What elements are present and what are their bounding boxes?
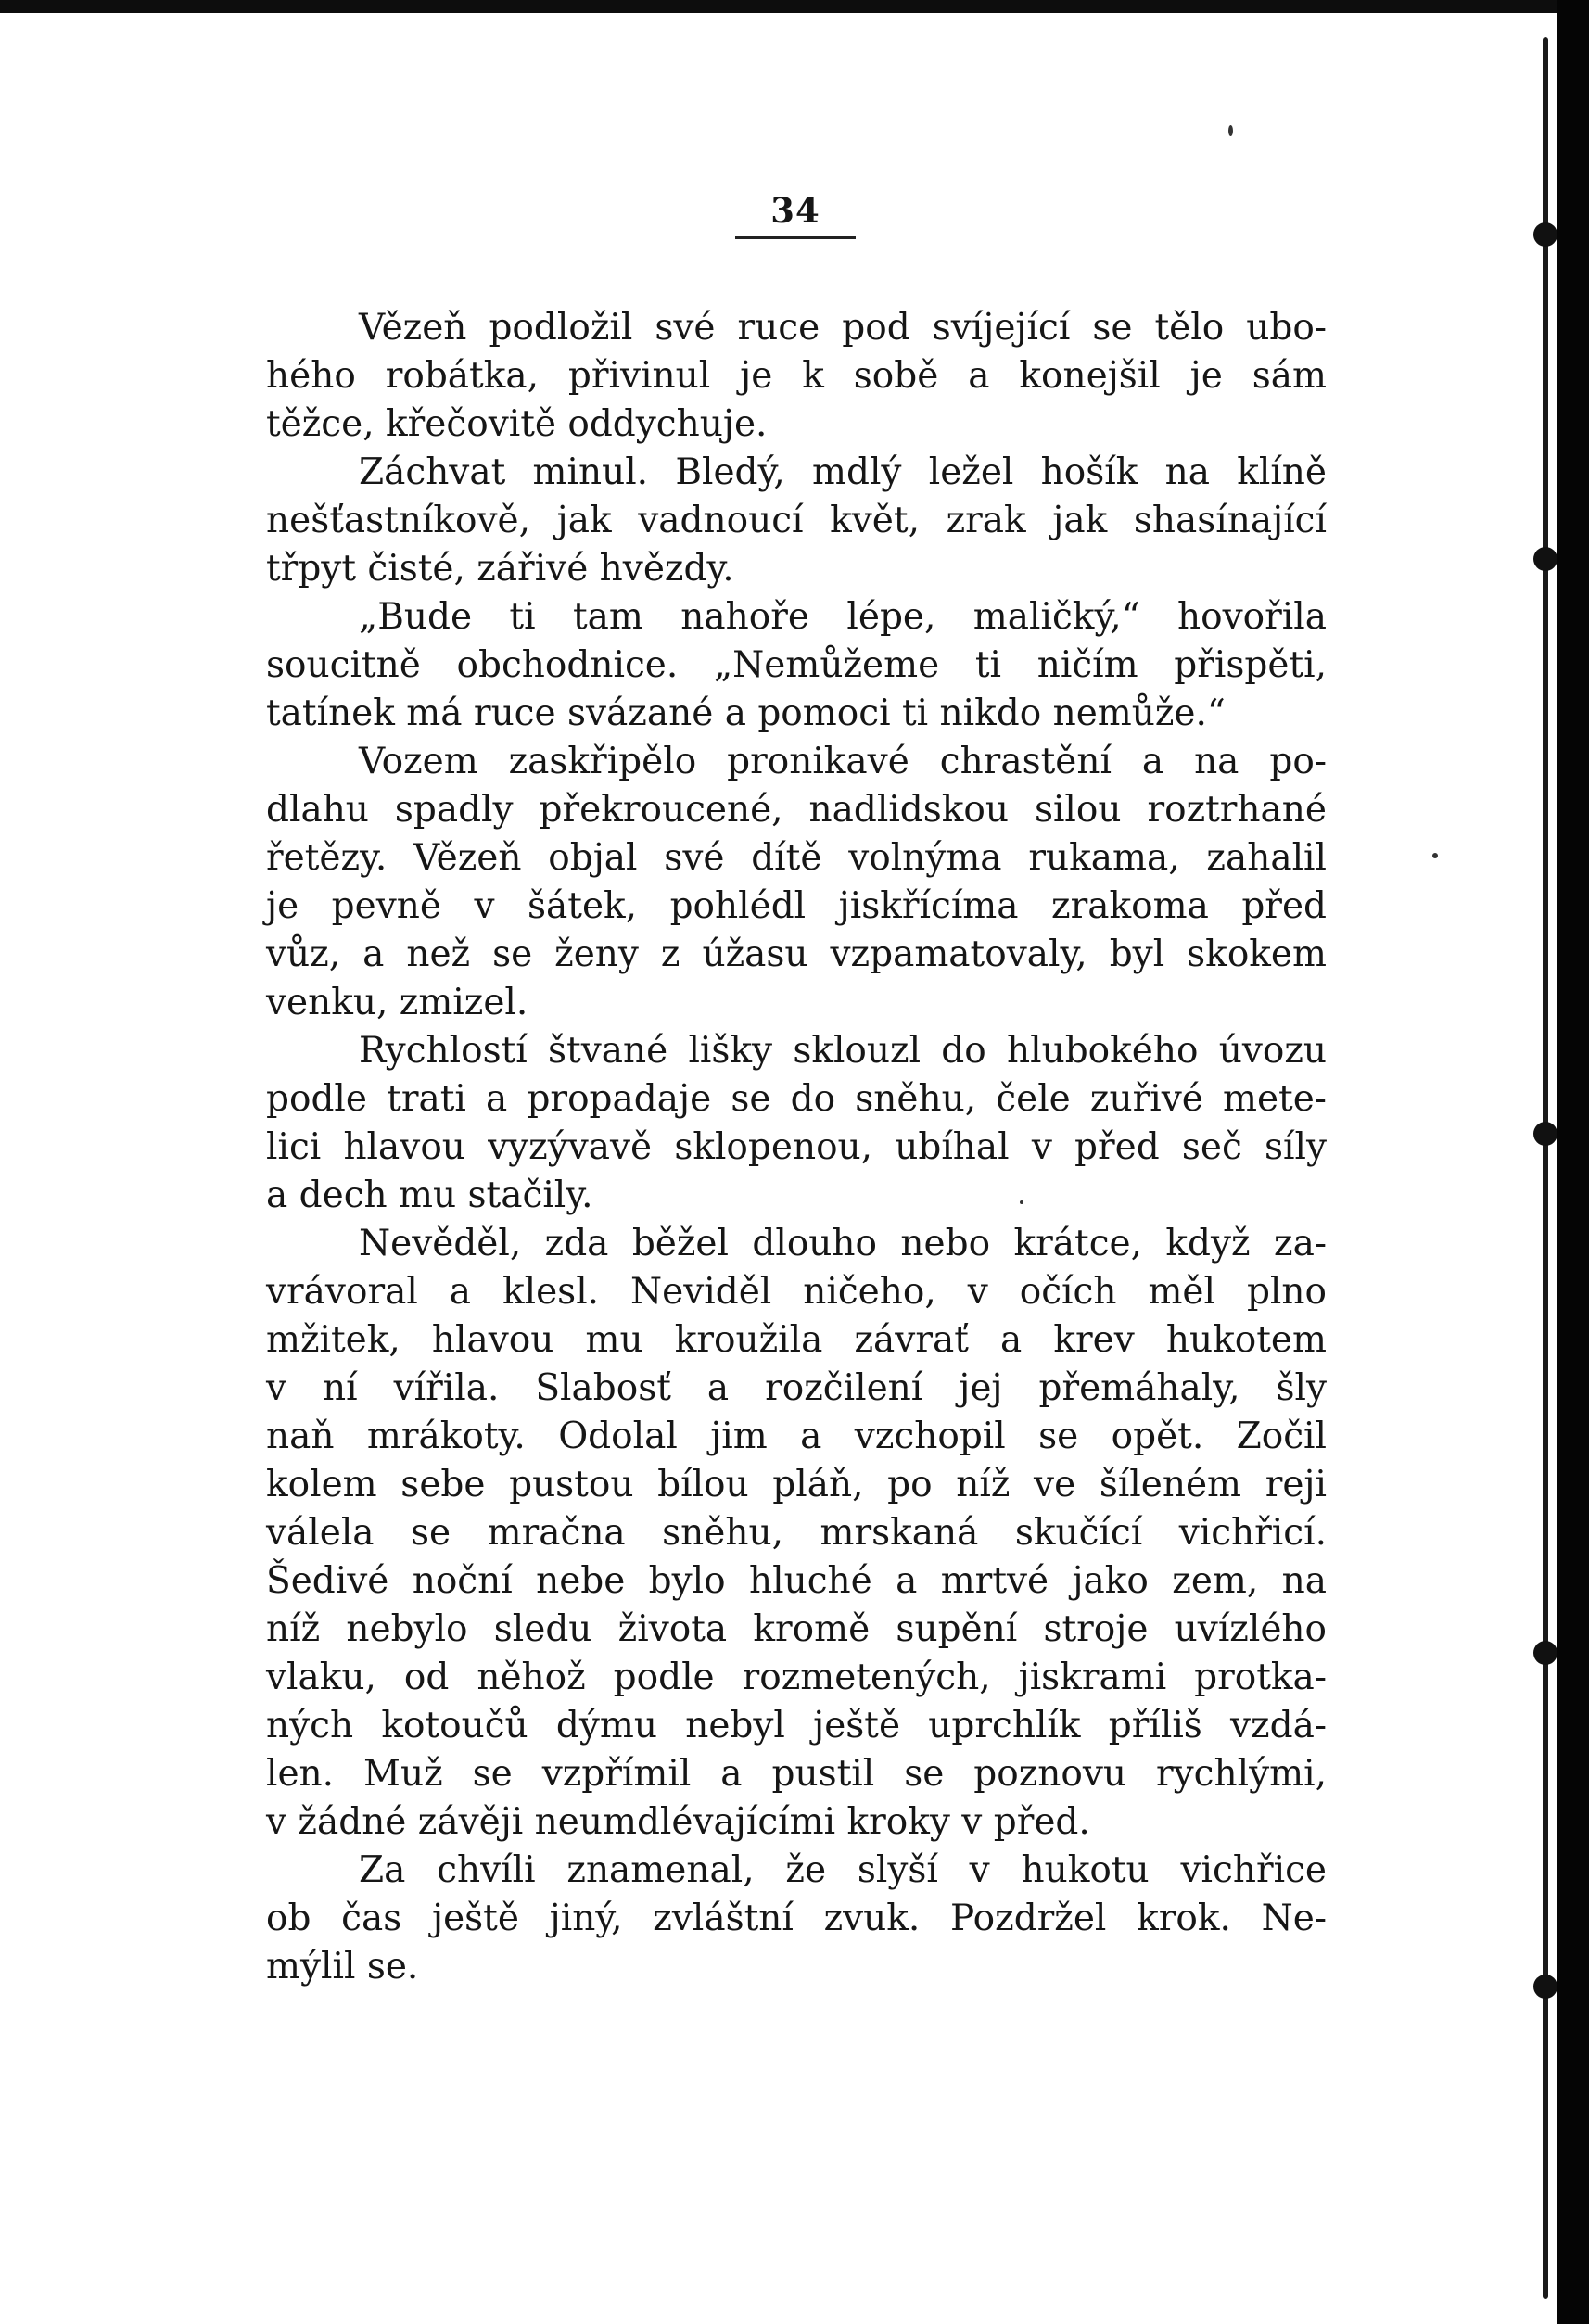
text-line: podle trati a propadaje se do sněhu, čele zuřivé mete-	[266, 1078, 1327, 1120]
text-line: vůz, a než se ženy z úžasu vzpamatovaly, byl skokem	[266, 933, 1327, 975]
text-line: ných kotoučů dýmu nebyl ještě uprchlík příliš vzdá-	[266, 1705, 1327, 1746]
text-line: venku, zmizel.	[266, 982, 528, 1023]
body-text	[266, 304, 1327, 1991]
text-line: v žádné závěji neumdlévajícími kroky v před.	[266, 1801, 1090, 1843]
text-line: vlaku, od něhož podle rozmetených, jiskrami protka-	[266, 1657, 1327, 1698]
text-line: soucitně obchodnice. „Nemůžeme ti ničím přispěti,	[266, 644, 1327, 686]
binding-knot	[1533, 1641, 1557, 1665]
text-line: vrávoral a klesl. Neviděl ničeho, v očích měl plno	[266, 1271, 1327, 1313]
text-line: Šedivé noční nebe bylo hluché a mrtvé jako zem, na	[266, 1560, 1327, 1602]
text-line: níž nebylo sledu života kromě supění stroje uvízlého	[266, 1608, 1327, 1650]
binding-knot	[1533, 1975, 1557, 1999]
binding-knot	[1533, 1122, 1557, 1146]
text-line: Rychlostí štvané lišky sklouzl do hlubokého úvozu	[359, 1030, 1327, 1072]
binding-rule	[1543, 37, 1548, 2299]
text-line: hého robátka, přivinul je k sobě a konejšil je sám	[266, 355, 1327, 397]
text-line: Záchvat minul. Bledý, mdlý ležel hošík na klíně	[359, 451, 1327, 493]
scan-speck	[1432, 853, 1438, 858]
text-line: Vězeň podložil své ruce pod svíjející se tělo ubo-	[359, 307, 1327, 349]
binding-knot	[1533, 222, 1557, 247]
text-line: těžce, křečovitě oddychuje.	[266, 403, 768, 445]
text-line: Za chvíli znamenal, že slyší v hukotu vichřice	[359, 1849, 1327, 1891]
text-line: Nevěděl, zda běžel dlouho nebo krátce, když za-	[359, 1223, 1327, 1264]
text-line: nešťastníkově, jak vadnoucí květ, zrak jak shasínající	[266, 500, 1327, 541]
scan-speck	[1228, 125, 1233, 136]
text-line: kolem sebe pustou bílou pláň, po níž ve šíleném reji	[266, 1464, 1327, 1505]
binding-knot	[1533, 547, 1557, 571]
text-line: ob čas ještě jiný, zvláštní zvuk. Pozdržel krok. Ne-	[266, 1898, 1327, 1939]
text-line: „Bude ti tam nahoře lépe, maličký,“ hovořila	[359, 596, 1327, 638]
page-number-rule	[735, 236, 856, 239]
text-line: a dech mu stačily.	[266, 1175, 593, 1216]
text-line: len. Muž se vzpřímil a pustil se poznovu rychlými,	[266, 1753, 1327, 1795]
text-line: v ní vířila. Slabosť a rozčilení jej přemáhaly, šly	[266, 1367, 1327, 1409]
text-line: tatínek má ruce svázané a pomoci ti nikdo nemůže.“	[266, 692, 1226, 734]
text-line: válela se mračna sněhu, mrskaná skučící vichřicí.	[266, 1512, 1327, 1554]
scan-top-edge	[0, 0, 1589, 13]
text-line: je pevně v šátek, pohlédl jiskřícíma zrakoma před	[266, 885, 1327, 927]
text-line: dlahu spadly překroucené, nadlidskou silou roztrhané	[266, 789, 1327, 831]
binding-strip	[1557, 0, 1589, 2324]
text-line: mžitek, hlavou mu kroužila závrať a krev hukotem	[266, 1319, 1327, 1361]
text-line: Vozem zaskřipělo pronikavé chrastění a na po-	[359, 741, 1327, 782]
text-line: lici hlavou vyzývavě sklopenou, ubíhal v před seč síly	[266, 1126, 1327, 1168]
text-line: řetězy. Vězeň objal své dítě volnýma rukama, zahalil	[266, 837, 1327, 879]
text-line: naň mrákoty. Odolal jim a vzchopil se opět. Zočil	[266, 1416, 1327, 1457]
text-line: třpyt čisté, zářivé hvězdy.	[266, 548, 734, 590]
page-number: 34	[770, 190, 820, 231]
text-line: mýlil se.	[266, 1946, 419, 1987]
